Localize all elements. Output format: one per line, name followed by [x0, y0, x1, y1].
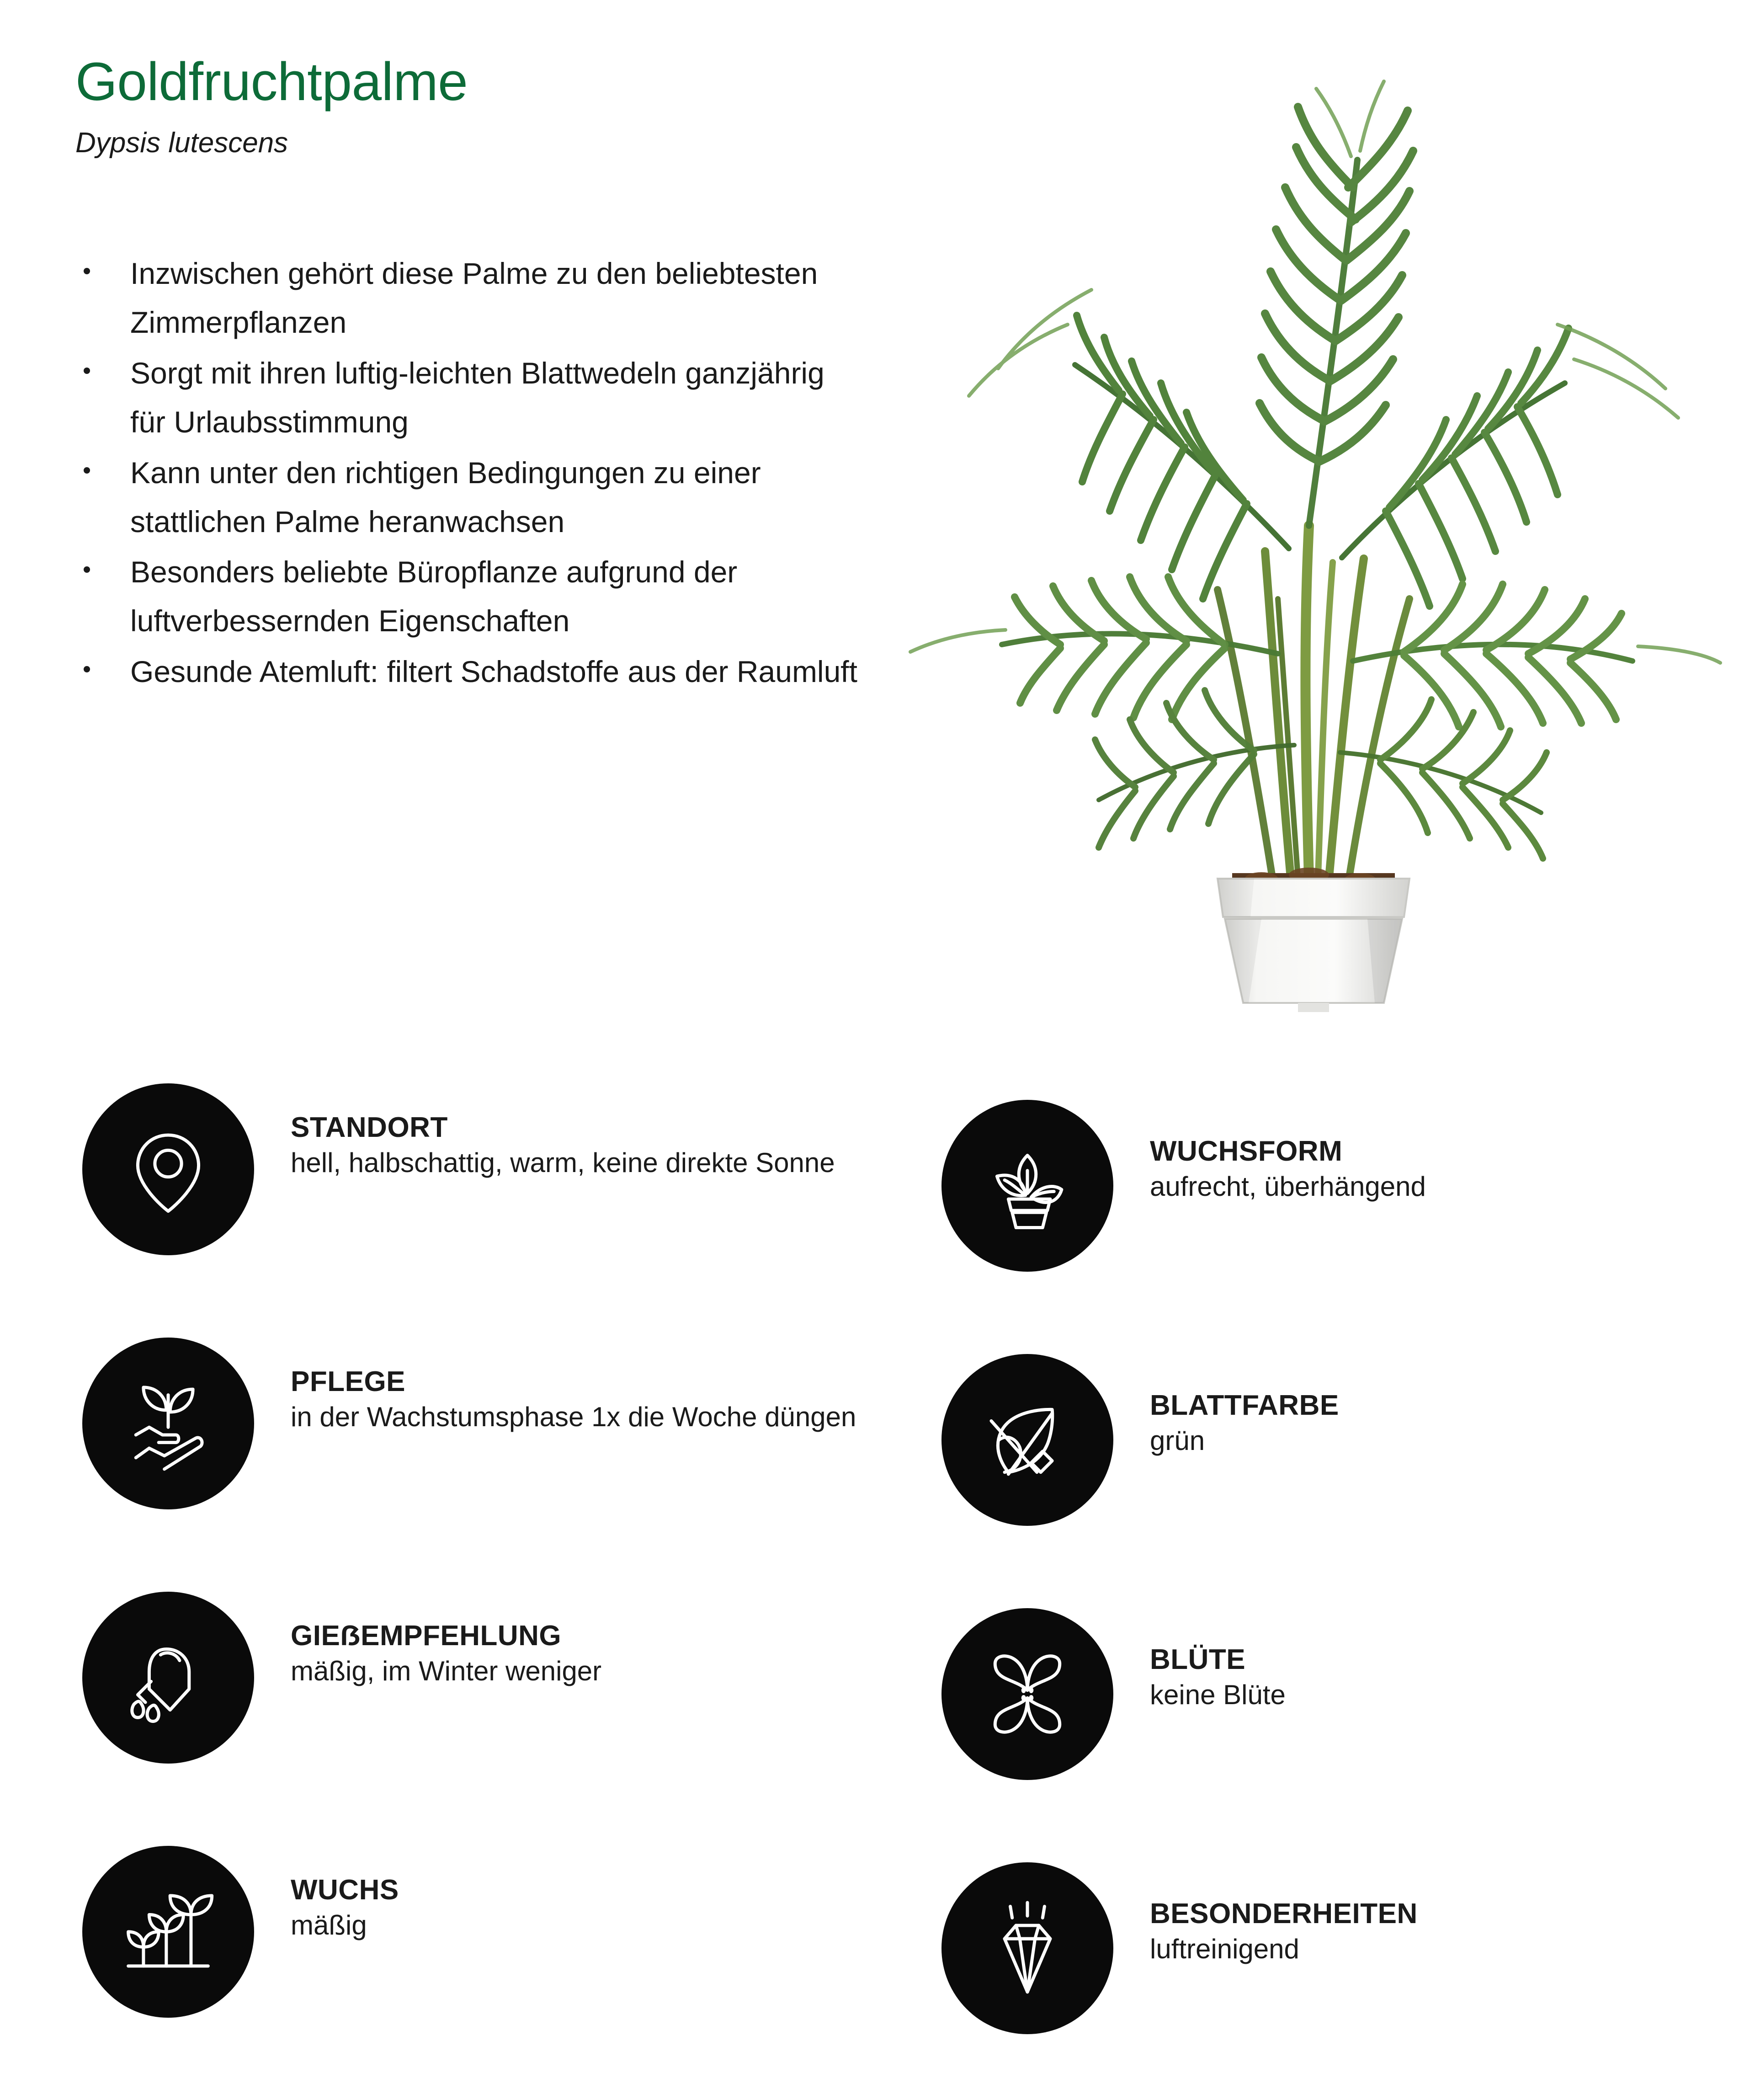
- attribute-wuchsform: [941, 1083, 1755, 1338]
- growth-stages-icon: [82, 1846, 254, 2018]
- attribute-label: BESONDERHEITEN: [1150, 1898, 1418, 1929]
- list-item: [75, 548, 862, 645]
- attribute-value: aufrecht, überhängend: [1150, 1171, 1426, 1202]
- attribute-value: mäßig: [291, 1910, 367, 1941]
- attribute-value: luftreinigend: [1150, 1934, 1299, 1965]
- potted-plant-icon: [941, 1100, 1113, 1272]
- flower-icon: [941, 1608, 1113, 1780]
- leaf-paintbrush-icon: [941, 1354, 1113, 1526]
- list-item-text: Sorgt mit ihren luftig-leichten Blattwedeln ganzjährig für Urlaubsstimmung: [130, 356, 824, 439]
- bullet-icon: [84, 467, 90, 474]
- attribute-giessempfehlung: [82, 1592, 900, 1829]
- attribute-value: grün: [1150, 1425, 1205, 1456]
- list-item-text: Besonders beliebte Büropflanze aufgrund der luftverbessernden Eigenschaften: [130, 555, 738, 638]
- attribute-text: [254, 1338, 856, 1434]
- bullet-icon: [84, 566, 90, 573]
- list-item-text: Kann unter den richtigen Bedingungen zu einer stattlichen Palme heranwachsen: [130, 455, 761, 538]
- attribute-value: hell, halbschattig, warm, keine direkte Sonne: [291, 1147, 835, 1178]
- attribute-text: [1113, 1100, 1426, 1204]
- attribute-bluete: [941, 1592, 1755, 1846]
- attribute-text: [1113, 1862, 1418, 1966]
- attribute-text: [254, 1083, 835, 1180]
- attribute-wuchs: [82, 1846, 900, 2084]
- title-block: [75, 52, 852, 159]
- attribute-pflege: [82, 1338, 900, 1575]
- attribute-besonderheiten: [941, 1846, 1755, 2100]
- attribute-label: BLÜTE: [1150, 1644, 1246, 1675]
- attribute-label: BLATTFARBE: [1150, 1390, 1339, 1421]
- list-item: [75, 249, 862, 347]
- diamond-icon: [941, 1862, 1113, 2034]
- page-title: Goldfruchtpalme: [75, 52, 468, 112]
- attribute-label: WUCHS: [291, 1874, 399, 1906]
- watering-can-icon: [82, 1592, 254, 1764]
- attribute-standort: [82, 1083, 900, 1321]
- bullet-icon: [84, 666, 90, 672]
- attribute-text: [254, 1592, 601, 1688]
- attribute-label: PFLEGE: [291, 1366, 406, 1397]
- sprout-in-hand-icon: [82, 1338, 254, 1509]
- attribute-text: [1113, 1354, 1339, 1458]
- attribute-text: [1113, 1608, 1286, 1712]
- bullet-icon: [84, 268, 90, 274]
- highlights-list: [75, 249, 862, 698]
- attribute-text: [254, 1846, 399, 1942]
- list-item: [75, 349, 862, 447]
- attribute-value: keine Blüte: [1150, 1679, 1286, 1711]
- list-item-text: Inzwischen gehört diese Palme zu den beliebtesten Zimmerpflanzen: [130, 256, 818, 339]
- attribute-label: GIEẞEMPFEHLUNG: [291, 1620, 562, 1652]
- list-item-text: Gesunde Atemluft: filtert Schadstoffe aus der Raumluft: [130, 655, 857, 689]
- attribute-value: in der Wachstumsphase 1x die Woche düngen: [291, 1402, 856, 1433]
- list-item: [75, 448, 862, 546]
- product-photo: [896, 50, 1723, 1015]
- attribute-blattfarbe: [941, 1338, 1755, 1592]
- attribute-label: WUCHSFORM: [1150, 1135, 1343, 1167]
- bullet-icon: [84, 368, 90, 374]
- attribute-label: STANDORT: [291, 1112, 448, 1143]
- list-item: [75, 647, 862, 696]
- attributes-grid: [0, 1083, 1755, 2100]
- location-pin-icon: [82, 1083, 254, 1255]
- attribute-value: mäßig, im Winter weniger: [291, 1656, 602, 1687]
- botanical-name: Dypsis lutescens: [75, 127, 288, 159]
